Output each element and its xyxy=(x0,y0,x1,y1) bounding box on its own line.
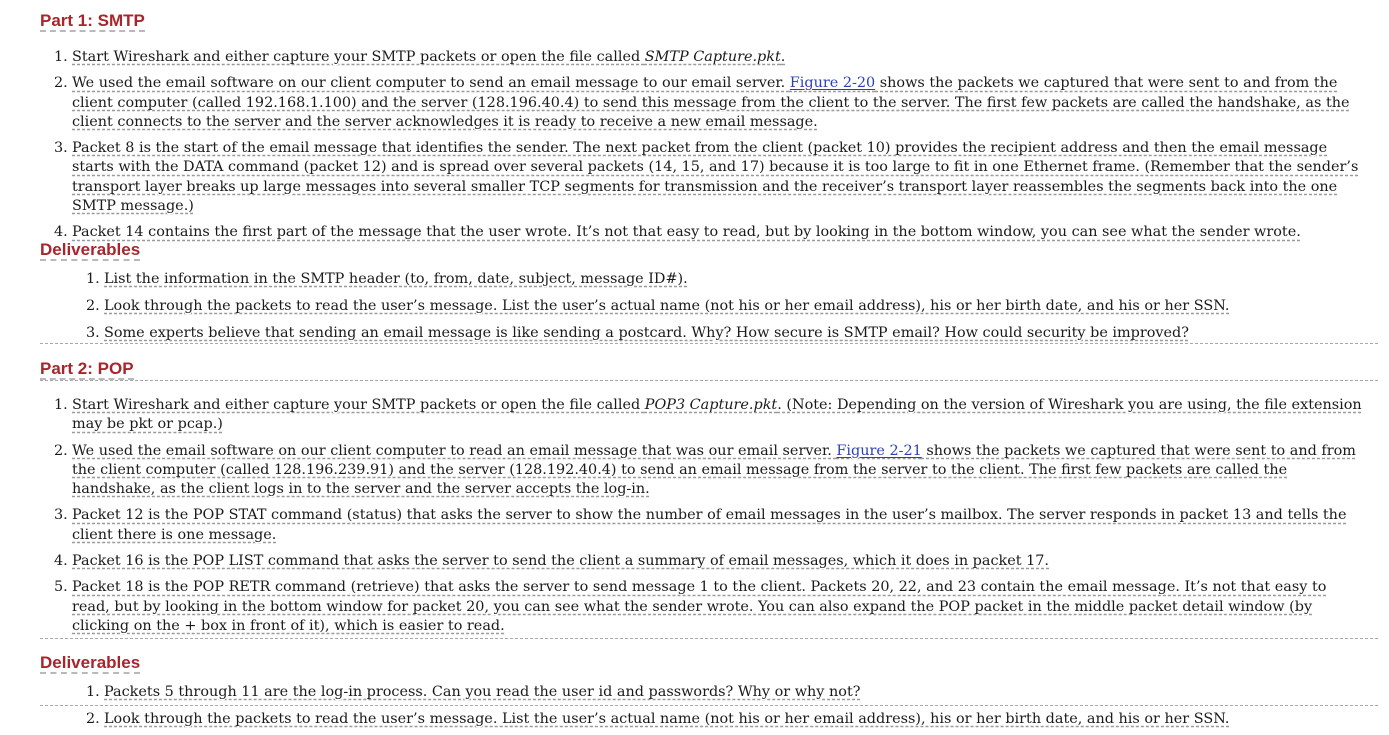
figure-2-21-link[interactable]: Figure 2-21 xyxy=(836,442,922,459)
list-item: 2. We used the email software on our client computer to send an email message to our email server. Figure 2-20 shows the packets we captured that were sent to and from the client computer (called 192.168.1.100) and the server (128.196.40.4) to send this message from the client to the server. The first few packets are called the handshake, as the client connects to the server and the server acknowledges it is ready to receive a new email message. xyxy=(54,75,1350,130)
list-item: 3. Some experts believe that sending an email message is like sending a postcard. Why? How secure is SMTP email? How could security be improved? xyxy=(86,324,1189,341)
list-item: 1. List the information in the SMTP header (to, from, date, subject, message ID#). xyxy=(86,271,688,287)
section-divider xyxy=(40,380,1378,381)
list-item: 3. Packet 12 is the POP STAT command (status) that asks the server to show the number of email messages in the user’s mailbox. The server responds in packet 13 and tells the client there is one message. xyxy=(54,507,1347,543)
list-item: 2. Look through the packets to read the user’s message. List the user’s actual name (not his or her email address), his or her birth date, and his or her SSN. xyxy=(86,710,1230,727)
list-item: 1. Packets 5 through 11 are the log-in process. Can you read the user id and passwords? Why or why not? xyxy=(86,684,861,700)
deliverables2-heading: Deliverables xyxy=(40,653,141,672)
list-item: 1. Start Wireshark and either capture your SMTP packets or open the file called SMTP Capture.pkt. xyxy=(54,49,786,65)
figure-2-20-link[interactable]: Figure 2-20 xyxy=(789,75,876,92)
section-divider xyxy=(40,705,1378,706)
section-divider xyxy=(40,343,1378,344)
section-divider xyxy=(40,638,1378,639)
part1-list xyxy=(54,48,1362,243)
deliverables2-list xyxy=(86,683,1364,729)
list-item: 4. Packet 14 contains the first part of the message that the user wrote. It’s not that easy to read, but by looking in the bottom window, you can see what the sender wrote. xyxy=(54,224,1301,241)
list-item: 4. Packet 16 is the POP LIST command that asks the server to send the client a summary of email messages, which it does in packet 17. xyxy=(54,553,1049,570)
deliverables1-heading: Deliverables xyxy=(40,240,141,259)
list-item: 2. Look through the packets to read the user’s message. List the user’s actual name (not his or her email address), his or her birth date, and his or her SSN. xyxy=(86,297,1230,314)
list-item: 1. Start Wireshark and either capture your SMTP packets or open the file called POP3 Capture.pkt. (Note: Depending on the version of Wireshark you are using, the file extension may be pkt or pcap.) xyxy=(54,397,1362,433)
part2-list xyxy=(54,396,1362,636)
part2-heading: Part 2: POP xyxy=(40,359,134,378)
list-item: 5. Packet 18 is the POP RETR command (retrieve) that asks the server to send message 1 to the client. Packets 20, 22, and 23 contain the email message. It’s not that easy to read, but by looking in the bottom window for packet 20, you can see what the sender wrote. You can also expand the POP packet in the middle packet detail window (by clicking on the + box in front of it), which is easier to read. xyxy=(54,579,1327,634)
list-item: 2. We used the email software on our client computer to read an email message that was our email server. Figure 2-21 shows the packets we captured that were sent to and from the client computer (called 128.196.239.91) and the server (128.192.40.4) to send an email message from the server to the client. The first few packets are called the handshake, as the client logs in to the server and the server accepts the log-in. xyxy=(54,442,1356,498)
part1-heading: Part 1: SMTP xyxy=(40,11,145,30)
list-item: 3. Packet 8 is the start of the email message that identifies the sender. The next packet from the client (packet 10) provides the recipient address and then the email message starts with the DATA command (packet 12) and is spread over several packets (14, 15, and 17) because it is too large to fit in one Ethernet frame. (Remember that the sender’s transport layer breaks up large messages into several smaller TCP segments for transmission and the receiver’s transport layer reassembles the segments back into the one SMTP message.) xyxy=(54,140,1359,215)
deliverables1-list xyxy=(86,270,1364,343)
